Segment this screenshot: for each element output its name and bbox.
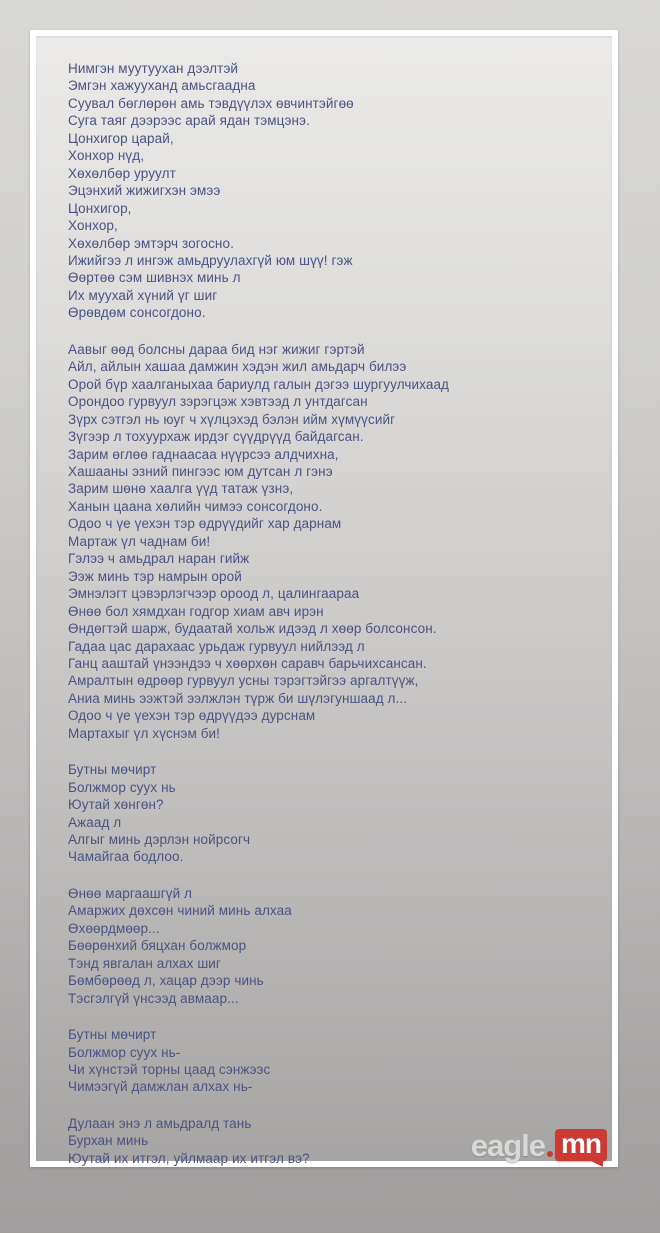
poem-line: Нимгэн муутуухан дээлтэй bbox=[68, 61, 239, 76]
poem-line: Мартаж үл чаднам би! bbox=[68, 533, 211, 549]
poem-line: Бөөрөнхий бяцхан болжмор bbox=[68, 938, 247, 954]
poem-line: Эцэнхий жижигхэн эмээ bbox=[68, 183, 221, 199]
logo-red-dot-icon bbox=[547, 1151, 553, 1157]
poem-line: Ханын цаана хөлийн чимээ сонсогдоно. bbox=[68, 498, 323, 514]
poem-line: Ижийгээ л ингэж амьдруулахгүй юм шүү! гэж bbox=[68, 252, 353, 268]
poem-line: Айл, айлын хашаа дамжин хэдэн жил амьдарч билээ bbox=[68, 359, 407, 375]
poem-line: Хонхор, bbox=[68, 218, 118, 234]
poem-line: Өрөвдөм сонсогдоно. bbox=[68, 305, 206, 321]
poem-line: Чимээгүй дамжлан алхах нь- bbox=[68, 1079, 253, 1095]
poem-line: Өнөө бол хямдхан годгор хиам авч ирэн bbox=[68, 603, 324, 619]
poem-line: Өнөө маргаашгүй л bbox=[68, 885, 193, 901]
stanza bbox=[68, 885, 588, 1007]
logo-eagle-text: eagle bbox=[470, 1128, 545, 1163]
poem-line: Орондоо гурвуул зэрэгцэж хэвтээд л унтдагсан bbox=[68, 394, 368, 410]
poem-line: Бутны мөчирт bbox=[68, 1027, 157, 1043]
poem-line: Зүгээр л тохуурхаж ирдэг сүүдрүүд байдагсан. bbox=[68, 429, 364, 445]
poem-line: Юутай их итгэл, уйлмаар их итгэл вэ? bbox=[68, 1150, 310, 1166]
poem-line: Ганц ааштай үнээндээ ч хөөрхөн саравч барьчихсансан. bbox=[68, 655, 427, 671]
poem-line: Гэлээ ч амьдрал наран гийж bbox=[68, 551, 250, 567]
poem-line: Хашааны эзний пингээс юм дутсан л гэнэ bbox=[68, 463, 333, 479]
poem-line: Одоо ч үе үехэн тэр өдрүүдийг хар дарнам bbox=[68, 516, 342, 532]
poem-line: Өхөөрдмөөр... bbox=[68, 920, 160, 936]
poem-line: Болжмор суух нь bbox=[68, 779, 176, 795]
poem-line: Зарим шөнө хаалга үүд татаж үзнэ, bbox=[68, 481, 294, 497]
stanza bbox=[68, 761, 588, 866]
poem-line: Одоо ч үе үехэн тэр өдрүүдээ дурснам bbox=[68, 708, 316, 724]
poem-line: Аавыг өөд болсны дараа бид нэг жижиг гэртэй bbox=[68, 341, 365, 357]
poem-line: Мартахыг үл хүснэм би! bbox=[68, 725, 221, 741]
poem-line: Чамайгаа бодлоо. bbox=[68, 849, 184, 865]
poem-line: Их муухай хүний үг шиг bbox=[68, 287, 218, 303]
poem-line: Тэнд явгалан алхах шиг bbox=[68, 955, 221, 971]
poem-line: Орой бүр хаалганыхаа бариулд галын дэгээ шургуулчихаад bbox=[68, 376, 450, 392]
poem-line: Тэсгэлгүй үнсээд авмаар... bbox=[68, 990, 239, 1006]
poem bbox=[68, 60, 588, 1186]
stanza bbox=[68, 341, 588, 742]
poem-line: Амралтын өдрөөр гурвуул усны тэрэгтэйгээ аргалтүүж, bbox=[68, 673, 419, 689]
poem-line: Зүрх сэтгэл нь юуг ч хүлцэхэд бэлэн ийм хүмүүсийг bbox=[68, 411, 396, 427]
poem-line: Юутай хөнгөн? bbox=[68, 797, 164, 813]
poem-line: Суга таяг дээрээс арай ядан тэмцэнэ. bbox=[68, 113, 310, 129]
stanza bbox=[68, 1026, 588, 1096]
poem-line: Хонхор нүд, bbox=[68, 148, 145, 164]
poem-line: Гадаа цас дарахаас урьдаж гурвуул нийлээд л bbox=[68, 638, 365, 654]
poem-line: Аниа минь ээжтэй ээлжлэн түрж би шүлэгуншаад л... bbox=[68, 690, 408, 706]
poem-line: Ажаад л bbox=[68, 814, 122, 830]
poem-line: Алгыг минь дэрлэн нойрсогч bbox=[68, 832, 251, 848]
poem-line: Эмнэлэгт цэвэрлэгчээр ороод л, цалингаараа bbox=[68, 586, 360, 602]
poem-line: Суувал бөглөрөн амь тэвдүүлэх өвчинтэйгөө bbox=[68, 95, 354, 111]
poem-line: Өөртөө сэм шивнэх минь л bbox=[68, 270, 241, 286]
poem-line: Өндөгтэй шарж, будаатай хольж идээд л хөөр болсонсон. bbox=[68, 621, 437, 637]
poem-line: Хөхөлбөр уруулт bbox=[68, 165, 176, 181]
poem-line: Зарим өглөө гаднаасаа нүүрсээ алдчихна, bbox=[68, 446, 339, 462]
poem-line: Амаржих дөхсөн чиний минь алхаа bbox=[68, 903, 292, 919]
poem-line: Хөхөлбөр эмтэрч зогосно. bbox=[68, 235, 234, 251]
poem-line: Бурхан минь bbox=[68, 1133, 149, 1149]
poem-line: Чи хүнстэй торны цаад сэнжээс bbox=[68, 1062, 271, 1078]
poem-line: Эмгэн хажууханд амьсгаадна bbox=[68, 78, 256, 94]
logo-mn-badge: mn bbox=[555, 1129, 607, 1161]
poem-line: Болжмор суух нь- bbox=[68, 1044, 181, 1060]
poem-line: Цонхигор, bbox=[68, 200, 132, 216]
poem-line: Цонхигор царай, bbox=[68, 130, 174, 146]
eagle-mn-logo bbox=[471, 1127, 607, 1161]
poem-line: Бөмбөрөөд л, хацар дээр чинь bbox=[68, 973, 264, 989]
stanza bbox=[68, 60, 588, 322]
poem-line: Ээж минь тэр намрын орой bbox=[68, 568, 242, 584]
poem-line: Бутны мөчирт bbox=[68, 762, 157, 778]
poem-line: Дулаан энэ л амьдралд тань bbox=[68, 1115, 252, 1131]
